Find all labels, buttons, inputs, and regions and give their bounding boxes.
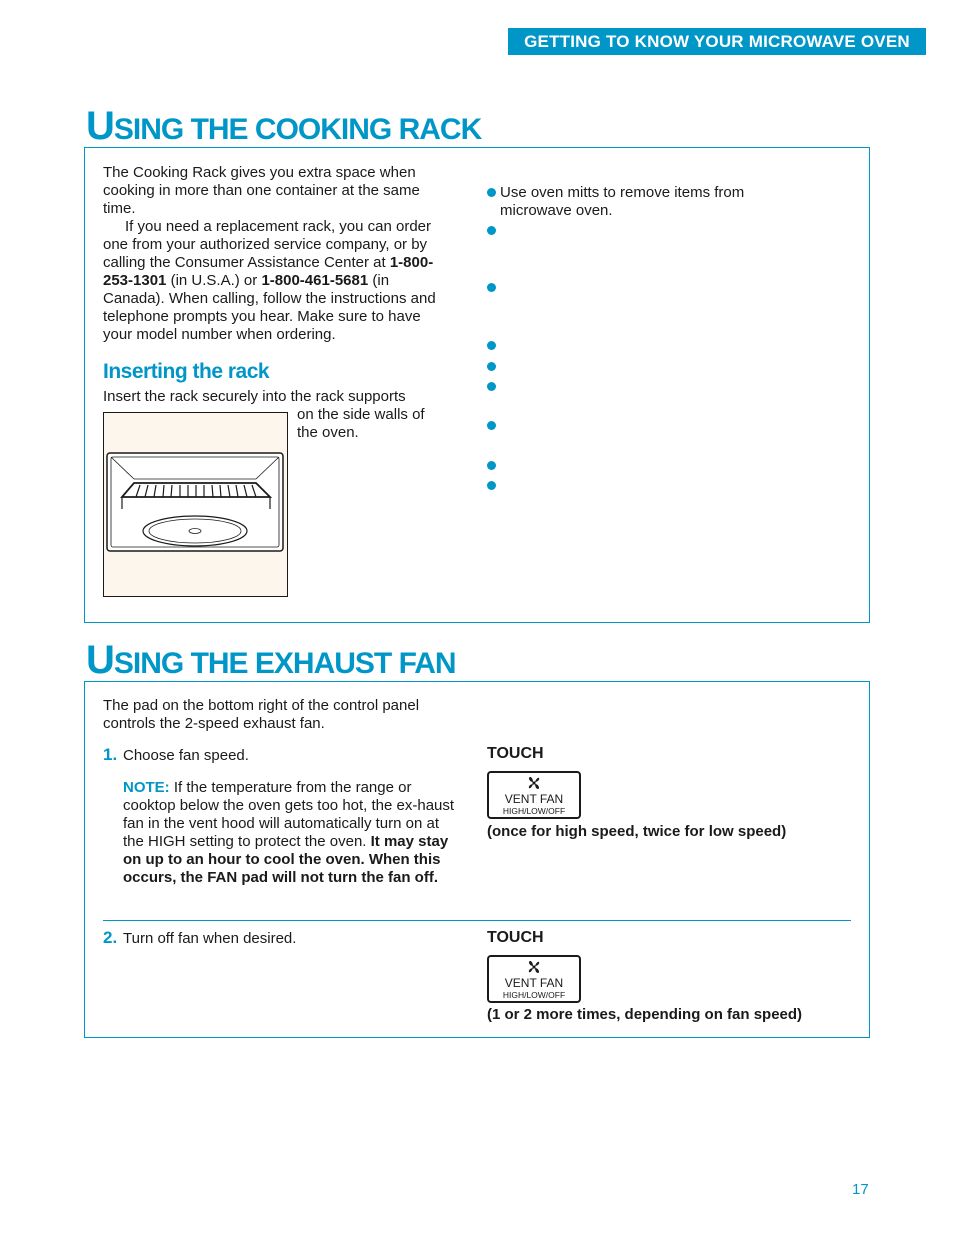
rack-bullet-text: Use oven mitts to remove items from microwave oven.	[500, 184, 745, 219]
rack-bullet-dot	[487, 461, 496, 470]
step1-number: 1.	[103, 745, 118, 764]
page-number: 17	[852, 1181, 869, 1198]
fan-intro: The pad on the bottom right of the control panel controls the 2-speed exhaust fan.	[103, 697, 420, 732]
step-divider	[103, 920, 851, 921]
rack-bullet-dot	[487, 362, 496, 371]
section-header-bar	[508, 28, 926, 55]
rack-bullet-dot	[487, 188, 496, 197]
vent-fan-pad-step2[interactable]	[487, 955, 581, 1003]
step1-caption: (once for high speed, twice for low speed)	[487, 823, 787, 840]
rack-bullet-dot	[487, 421, 496, 430]
inserting-rack-heading: Inserting the rack	[103, 360, 270, 383]
phone-us: 1-800-253-1301	[103, 254, 434, 289]
fan-icon	[526, 776, 542, 790]
inserting-rack-line1: Insert the rack securely into the rack supports	[103, 388, 406, 405]
rack-bullet-dot	[487, 481, 496, 490]
oven-rack-drawing	[104, 413, 287, 596]
note-label: NOTE:	[123, 779, 170, 796]
step2-caption: (1 or 2 more times, depending on fan speed)	[487, 1006, 803, 1023]
vent-fan-pad-label: VENT FAN	[504, 792, 564, 806]
rack-bullet-dot	[487, 283, 496, 292]
rack-bullet-dot	[487, 382, 496, 391]
step2-touch-label: TOUCH	[487, 929, 544, 946]
fan-note	[123, 779, 463, 887]
inserting-rack-line2: on the side walls of	[297, 406, 425, 423]
rack-intro	[103, 164, 448, 344]
step1-text: Choose fan speed.	[123, 747, 249, 764]
vent-fan-pad-label: VENT FAN	[504, 976, 564, 990]
inserting-rack-line3: the oven.	[297, 424, 359, 441]
step1-touch-label: TOUCH	[487, 745, 544, 762]
rack-section-title: USING THE COOKING RACK	[86, 104, 482, 148]
phone-canada: 1-800-461-5681	[261, 272, 369, 289]
fan-section-title: USING THE EXHAUST FAN	[86, 638, 456, 682]
rack-bullet-dot	[487, 226, 496, 235]
note-bold-text: It may stay on up to an hour to cool the oven. When this occurs, the FAN pad will not turn the fan off.	[123, 833, 449, 886]
step2-number: 2.	[103, 928, 118, 947]
rack-bullet-dot	[487, 341, 496, 350]
step2-text: Turn off fan when desired.	[123, 930, 297, 947]
fan-icon	[526, 960, 542, 974]
vent-fan-pad-sublabel: HIGH/LOW/OFF	[502, 990, 566, 1000]
vent-fan-pad-sublabel: HIGH/LOW/OFF	[502, 806, 566, 816]
vent-fan-pad-step1[interactable]	[487, 771, 581, 819]
section-header-text: GETTING TO KNOW YOUR MICROWAVE OVEN	[524, 32, 910, 51]
oven-rack-illustration	[103, 412, 288, 597]
rack-intro-p2: If you need a replacement rack, you can order one from your authorized service company, or by calling the Consumer Assistance Center at 1-800-253-1301 (in U.S.A.) or 1-800-461-5681 (in Canada). When calling, follow the instructions and telephone prompts you hear. Make sure to have your model number when ordering.	[103, 218, 436, 343]
rack-intro-p1: The Cooking Rack gives you extra space when cooking in more than one container at the same time.	[103, 164, 420, 217]
note-text: If the temperature from the range or cooktop below the oven gets too hot, the ex-haust fan in the vent hood will automatically turn on at the HIGH setting to protect the oven.	[123, 779, 455, 850]
